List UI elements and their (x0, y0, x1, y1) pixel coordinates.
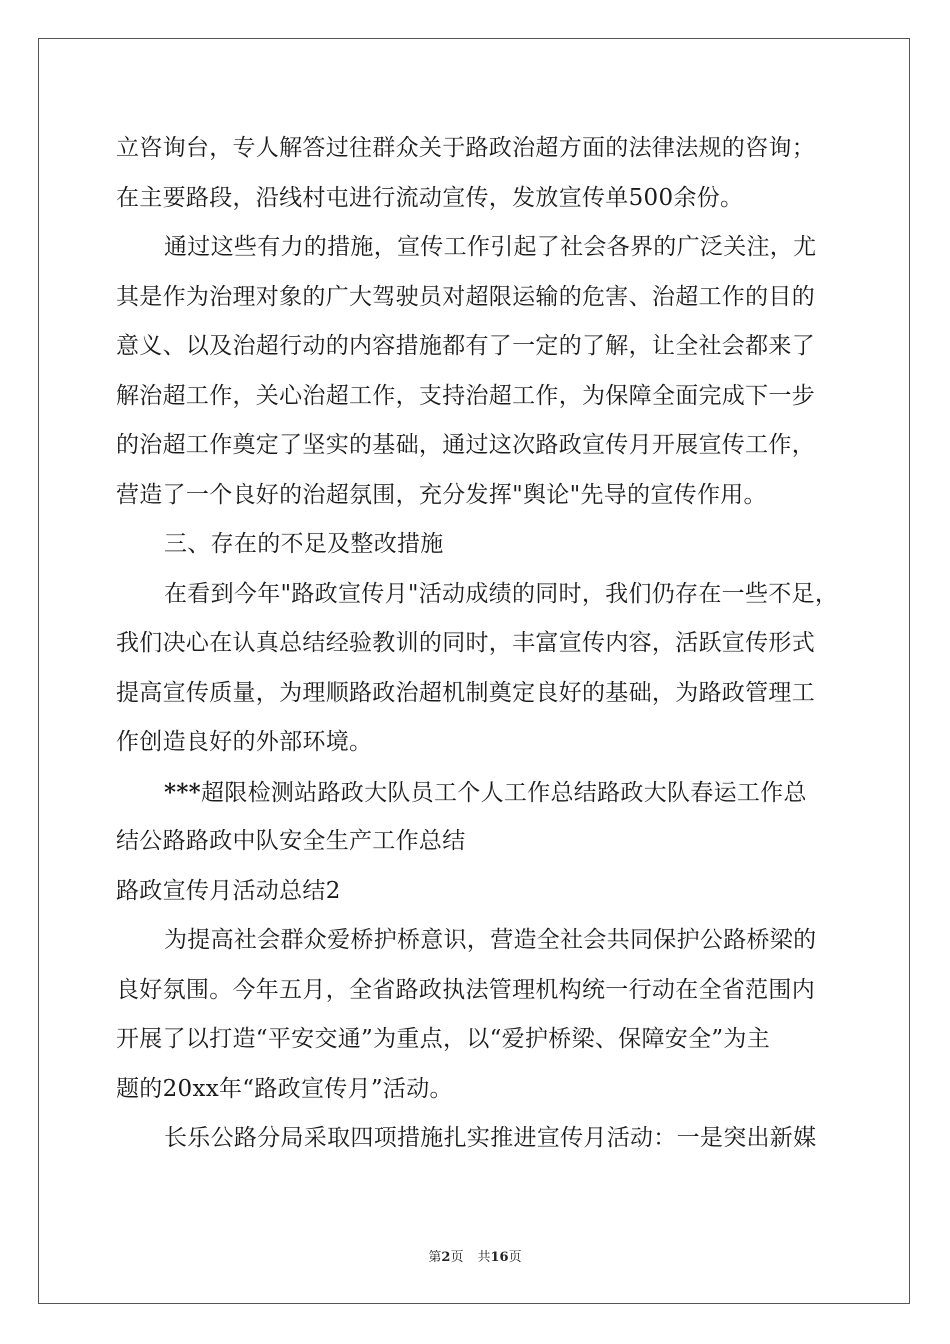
page-suffix: 页 (450, 1250, 464, 1265)
text-line: 我们决心在认真总结经验教训的同时，丰富宣传内容，活跃宣传形式 (116, 630, 815, 656)
page-footer (0, 1246, 950, 1265)
paragraph-start: 为提高社会群众爱桥护桥意识，营造全社会共同保护公路桥梁的 (164, 927, 817, 953)
text-line: 在主要路段，沿线村屯进行流动宣传，发放宣传单500余份。 (116, 184, 744, 211)
total-suffix: 页 (508, 1250, 522, 1265)
text-line: 意义、以及治超行动的内容措施都有了一定的了解，让全社会都来了 (116, 333, 815, 359)
page-prefix: 第 (428, 1250, 442, 1265)
text-line: 的治超工作奠定了坚实的基础，通过这次路政宣传月开展宣传工作， (116, 432, 815, 458)
text-line: 其是作为治理对象的广大驾驶员对超限运输的危害、治超工作的目的 (116, 283, 815, 310)
text-line: 解治超工作，关心治超工作，支持治超工作，为保障全面完成下一步 (116, 382, 815, 409)
paragraph-start: 长乐公路分局采取四项措施扎实推进宣传月活动：一是突出新媒 (164, 1125, 817, 1151)
text-line: 营造了一个良好的治超氛围，充分发挥"舆论"先导的宣传作用。 (116, 481, 767, 508)
total-pages: 16 (490, 1250, 509, 1265)
text-line: 良好氛围。今年五月，全省路政执法管理机构统一行动在全省范围内 (116, 976, 815, 1003)
paragraph-start: 通过这些有力的措施，宣传工作引起了社会各界的广泛关注，尤 (164, 234, 817, 260)
text-line: 作创造良好的外部环境。 (116, 729, 373, 755)
related-articles-line (116, 768, 836, 818)
text-line: 题的20xx年“路政宣传月”活动。 (116, 1075, 453, 1102)
article-title: 路政宣传月活动总结2 (116, 877, 341, 904)
text-line: 立咨询台，专人解答过往群众关于路政治超方面的法律法规的咨询； (116, 135, 815, 161)
paragraph-start: 在看到今年"路政宣传月"活动成绩的同时，我们仍存在一些不足， (164, 580, 839, 607)
stars-prefix: *** (164, 778, 201, 806)
text-line: 提高宣传质量，为理顺路政治超机制奠定良好的基础，为路政管理工 (116, 679, 815, 706)
related-articles-text: 超限检测站路政大队员工个人工作总结路政大队春运工作总 (200, 779, 807, 806)
section-heading: 三、存在的不足及整改措施 (164, 531, 444, 557)
document-body (116, 124, 839, 1164)
total-prefix: 共 (477, 1250, 491, 1265)
text-line: 开展了以打造“平安交通”为重点，以“爱护桥梁、保障安全”为主 (116, 1026, 771, 1052)
text-line: 结公路路政中队安全生产工作总结 (116, 828, 466, 854)
page-number: 2 (441, 1250, 451, 1265)
